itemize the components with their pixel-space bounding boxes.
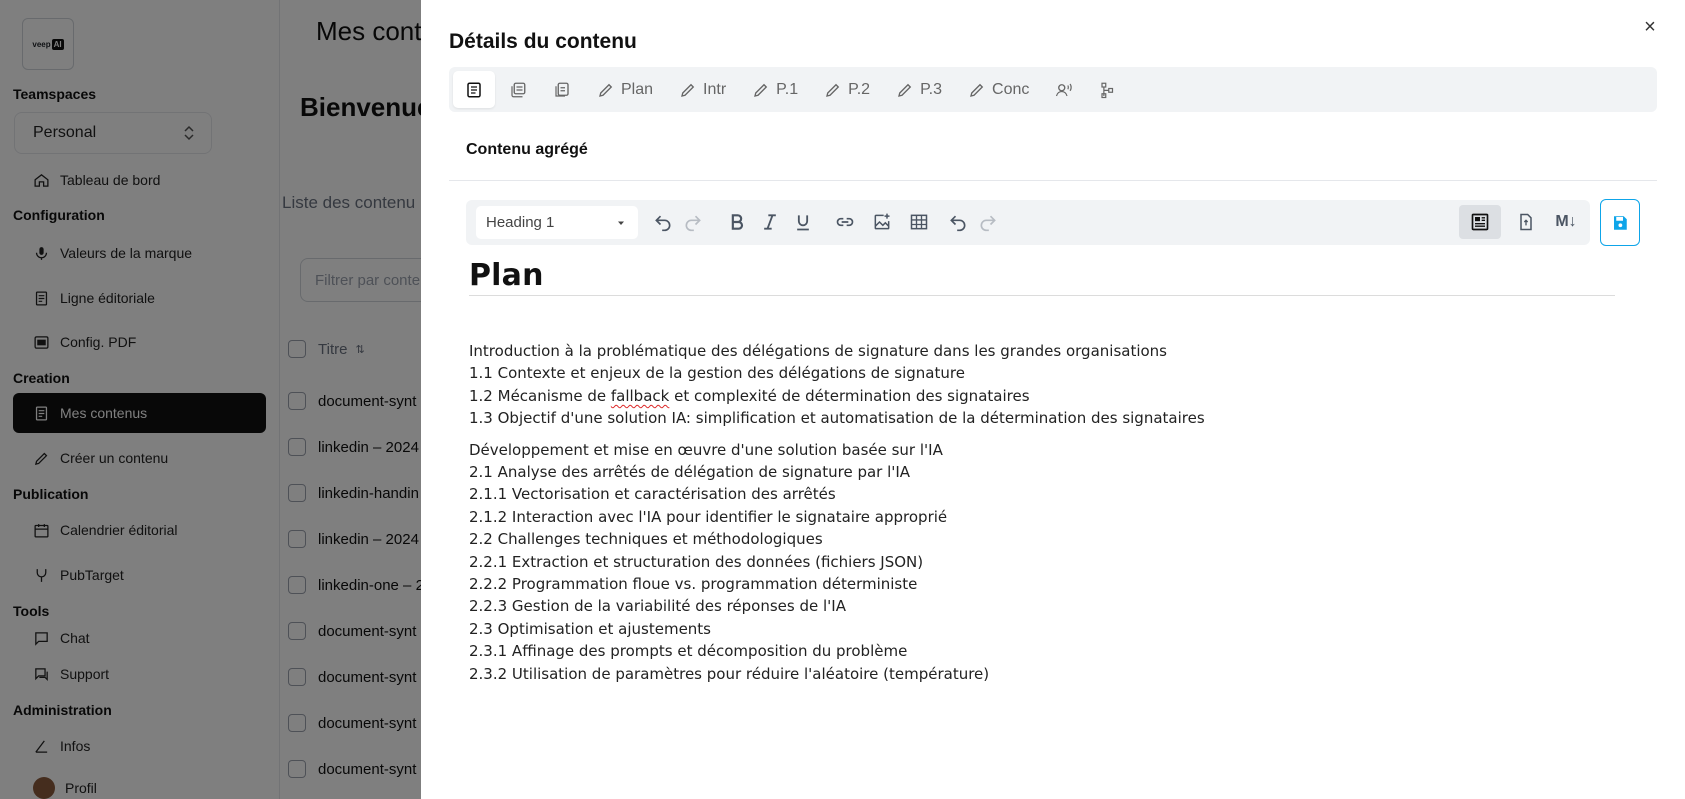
undo-icon — [948, 212, 968, 232]
plan-line[interactable]: 2.3.1 Affinage des prompts et décomposition du problème — [469, 642, 908, 661]
tab-label: P.2 — [848, 80, 871, 98]
insert-table-button[interactable] — [905, 208, 933, 236]
plan-line[interactable]: 2.1.1 Vectorisation et caractérisation des arrêtés — [469, 485, 836, 504]
stacked-images-icon — [509, 81, 527, 99]
content-details-drawer — [421, 0, 1685, 799]
tab-label: Plan — [621, 80, 654, 98]
bold-icon — [727, 212, 747, 232]
pencil-icon — [597, 81, 615, 99]
pencil-icon — [679, 81, 697, 99]
markdown-mode-button[interactable] — [1549, 208, 1583, 236]
content-tabs — [449, 67, 1657, 112]
plan-line[interactable]: 1.3 Objectif d'une solution IA: simplification et automatisation de la détermination des signataires — [469, 409, 1205, 428]
tab-plan[interactable] — [585, 71, 665, 108]
plan-line[interactable]: 2.2.3 Gestion de la variabilité des réponses de l'IA — [469, 597, 846, 616]
tab-structure[interactable] — [1087, 71, 1129, 108]
plan-line[interactable]: 2.1.2 Interaction avec l'IA pour identifier le signataire approprié — [469, 507, 948, 526]
pencil-icon — [824, 81, 842, 99]
plan-line[interactable]: 2.3 Optimisation et ajustements — [469, 619, 711, 638]
line-text: 1.2 Mécanisme de — [469, 386, 611, 405]
tab-intr[interactable] — [667, 71, 738, 108]
plan-line[interactable]: 2.2.1 Extraction et structuration des données (fichiers JSON) — [469, 552, 924, 571]
floppy-disk-icon — [1611, 214, 1629, 232]
tab-label: Conc — [992, 80, 1030, 98]
rich-text-mode-button[interactable] — [1459, 205, 1501, 239]
drawer-title: Détails du contenu — [449, 30, 637, 53]
hierarchy-icon — [1099, 81, 1117, 99]
bold-button[interactable] — [723, 208, 751, 236]
plan-line[interactable]: 2.1 Analyse des arrêtés de délégation de signature par l'IA — [469, 463, 911, 482]
line-text: et complexité de détermination des signataires — [669, 386, 1030, 405]
document-lines-icon — [465, 81, 483, 99]
caret-down-icon — [616, 218, 626, 228]
save-button[interactable] — [1600, 199, 1640, 246]
copy-document-icon — [553, 81, 571, 99]
close-button[interactable]: × — [1644, 15, 1656, 38]
redo-icon — [978, 212, 998, 232]
redo-button[interactable] — [679, 208, 707, 236]
plan-line[interactable]: Développement et mise en œuvre d'une solution basée sur l'IA — [469, 440, 943, 459]
tab-p1[interactable] — [740, 71, 810, 108]
newspaper-icon — [1470, 212, 1490, 232]
tab-p3[interactable] — [884, 71, 954, 108]
tab-label: Intr — [703, 80, 727, 98]
plan-line[interactable] — [469, 385, 1615, 407]
underline-button[interactable] — [789, 208, 817, 236]
plan-line[interactable]: 2.2.2 Programmation floue vs. programmation déterministe — [469, 575, 918, 594]
speaker-person-icon — [1055, 81, 1073, 99]
tab-voice[interactable] — [1043, 71, 1085, 108]
source-mode-button[interactable] — [1512, 208, 1540, 236]
underline-icon — [793, 212, 813, 232]
editor-document[interactable] — [469, 258, 1615, 682]
tab-label: P.1 — [776, 80, 799, 98]
tab-conc[interactable] — [956, 71, 1041, 108]
plan-line[interactable]: 2.3.2 Utilisation de paramètres pour réduire l'aléatoire (température) — [469, 664, 990, 682]
undo-icon — [653, 212, 673, 232]
tab-label: P.3 — [920, 80, 943, 98]
tab-gallery[interactable] — [497, 71, 539, 108]
editor-toolbar — [466, 200, 1590, 245]
block-type-value: Heading 1 — [486, 214, 555, 231]
block-type-select[interactable] — [476, 206, 638, 239]
file-code-icon — [1516, 212, 1536, 232]
plan-line[interactable]: 2.2 Challenges techniques et méthodologiques — [469, 530, 823, 549]
plan-line[interactable]: Introduction à la problématique des délégations de signature dans les grandes organisations — [469, 342, 1167, 360]
link-icon — [835, 212, 855, 232]
redo-history-button[interactable] — [974, 208, 1002, 236]
document-heading[interactable]: Plan — [469, 258, 1615, 296]
spellcheck-word[interactable]: fallback — [610, 386, 670, 405]
redo-icon — [683, 212, 703, 232]
paragraph-gap — [469, 430, 1615, 439]
link-button[interactable] — [831, 208, 859, 236]
undo-history-button[interactable] — [944, 208, 972, 236]
insert-image-button[interactable] — [868, 208, 896, 236]
markdown-icon: M↓ — [1555, 213, 1577, 230]
italic-button[interactable] — [756, 208, 784, 236]
table-icon — [909, 212, 929, 232]
pencil-icon — [896, 81, 914, 99]
add-image-icon — [872, 212, 892, 232]
divider — [449, 180, 1657, 181]
plan-line[interactable]: 1.1 Contexte et enjeux de la gestion des délégations de signature — [469, 364, 965, 383]
tab-p2[interactable] — [812, 71, 882, 108]
pencil-icon — [968, 81, 986, 99]
undo-button[interactable] — [649, 208, 677, 236]
pencil-icon — [752, 81, 770, 99]
aggregated-content-label: Contenu agrégé — [466, 141, 588, 158]
tab-copy[interactable] — [541, 71, 583, 108]
tab-aggregated[interactable] — [453, 71, 495, 108]
italic-icon — [760, 212, 780, 232]
